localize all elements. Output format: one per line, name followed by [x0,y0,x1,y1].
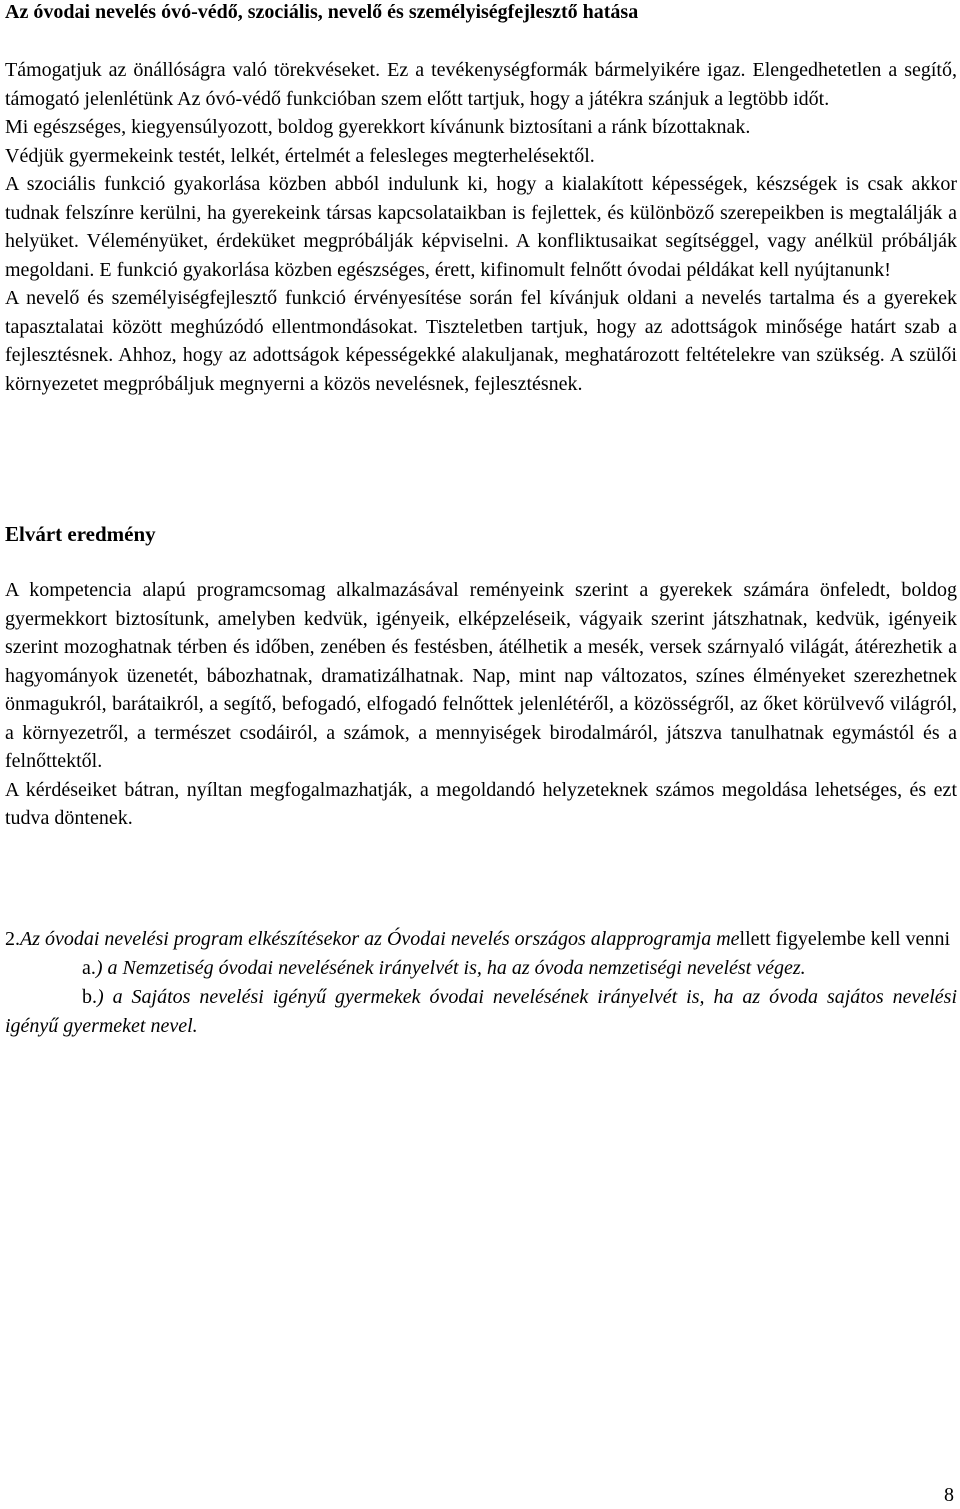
expected-results-block [5,576,957,833]
list-marker: a. [82,957,96,979]
numbered-heading [5,925,957,954]
paragraph: A kérdéseiket bátran, nyíltan megfogalmazhatják, a megoldandó helyzeteknek számos megoldása lehetséges, és ezt tudva döntenek. [5,778,957,829]
numbered-heading-italic: Az óvodai nevelési program elkészítésekor az Óvodai nevelés országos alapprogramja me [20,928,740,950]
paragraph: A szociális funkció gyakorlása közben abból indulunk ki, hogy a kialakított képességek, készségek is csak akkor tudnak felszínre kerülni, ha gyerekeink társas kapcsolataikban is fejlettek, és különböző szerepeikben is megtalálják a helyüket. Véleményüket, érdeküket megpróbálják képviselni. A konfliktusaikat segítséggel, vagy anélkül próbálják megoldani. E funkció gyakorlása közben egészséges, érett, kifinomult felnőtt óvodai példákat kell nyújtanunk! [5,173,957,281]
list-item-text: ) a Sajátos nevelési igényű gyermekek óvodai nevelésének irányelvét is, ha az óvoda sajátos nevelési igényű gyermeket nevel. [5,986,957,1037]
paragraph: Támogatjuk az önállóságra való törekvéseket. Ez a tevékenységformák bármelyikére igaz. Elengedhetetlen a segítő, támogató jelenlétünk Az óvó-védő funkcióban szem előtt tartjuk, hogy a játékra szánjuk a legtöbb időt. [5,59,957,110]
paragraph: A kompetencia alapú programcsomag alkalmazásával reményeink szerint a gyerekek számára önfeledt, boldog gyermekkort biztosítunk, amelyben kedvük, igényeik, elképzeléseik, vágyaik szerint játszhatnak, kedvük, igényeik szerint mozoghatnak térben és időben, zenében és festésben, átélhetik a mesék, versek szárnyaló világát, átérezhetik a hagyományok üzenetét, bábozhatnak, dramatizálhatnak. Nap, mint nap változatos, színes élményeket szerezhetnek önmagukról, barátaikról, a segítő, befogadó, elfogadó felnőttek jelenlétéről, a közösségről, az őket körülvevő világról, a környezetről, a természet csodáiról, a számok, a mennyiségek birodalmáról, játszva tanulhatnak egymástól és a felnőttektől. [5,579,957,772]
paragraph: Védjük gyermekeink testét, lelkét, értelmét a felesleges megterhelésektől. [5,144,595,167]
list-marker: b. [82,986,97,1008]
body-text-block [5,56,957,398]
list-item [5,983,957,1041]
page-number: 8 [944,1484,954,1506]
subsection-heading: Elvárt eredmény [5,522,156,546]
program-requirements-block [5,925,957,1041]
paragraph: Mi egészséges, kiegyensúlyozott, boldog gyerekkort kívánunk biztosítani a ránk bízottaknak. [5,116,751,138]
list-item-text: ) a Nemzetiség óvodai nevelésének irányelvét is, ha az óvoda nemzetiségi nevelést végez. [95,957,806,979]
section-heading: Az óvodai nevelés óvó-védő, szociális, nevelő és személyiségfejlesztő hatása [5,1,639,23]
paragraph: A nevelő és személyiségfejlesztő funkció érvényesítése során fel kívánjuk oldani a nevelés tartalma és a gyerekek tapasztalatai között meghúzódó ellentmondásokat. Tiszteletben tartjuk, hogy az adottságok minősége határt szab a fejlesztésnek. Ahhoz, hogy az adottságok képességekké alakuljanak, meghatározott feltételekre van szükség. A szülői környezetet megpróbáljuk megnyerni a közös nevelésnek, fejlesztésnek. [5,287,957,395]
list-item [5,954,957,983]
item-number: 2. [5,928,20,950]
numbered-heading-rest: llett figyelembe kell venni [739,928,951,950]
